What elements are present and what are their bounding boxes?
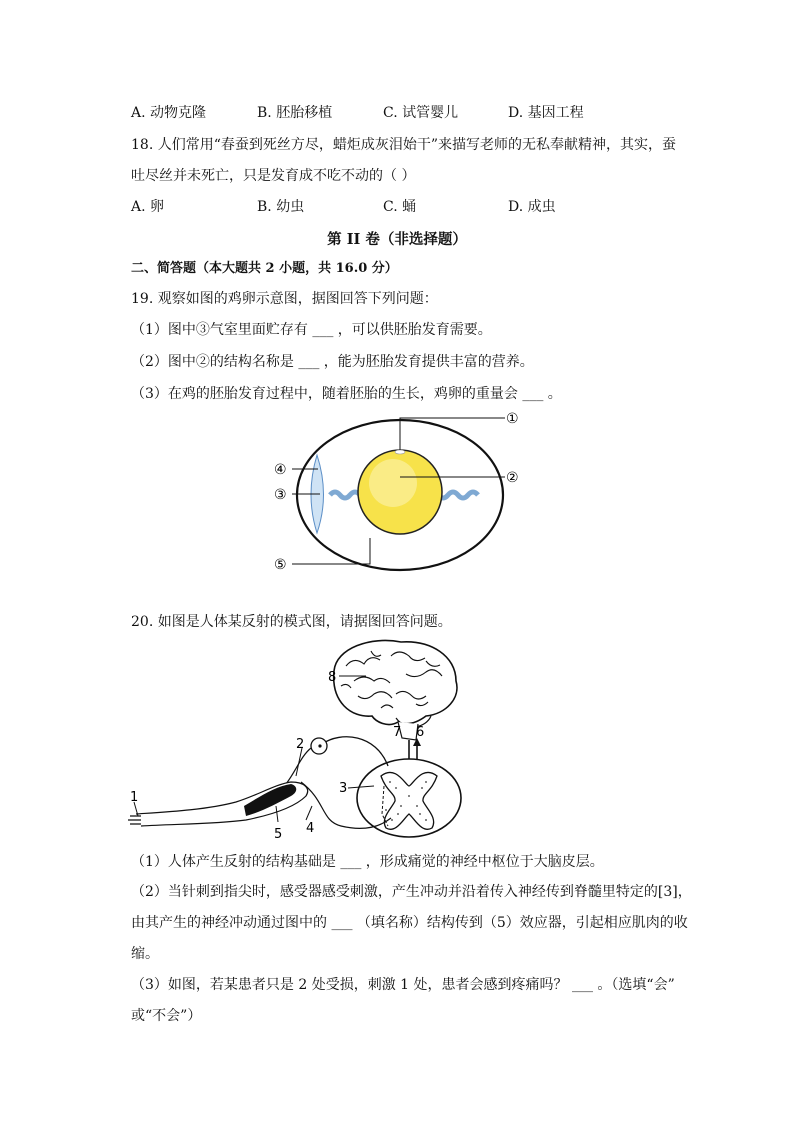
q18-option-b: B. 幼虫 <box>257 199 305 215</box>
q19-sub3: （3）在鸡的胚胎发育过程中，随着胚胎的生长，鸡卵的重量会 ___ 。 <box>131 386 562 402</box>
q18-option-a: A. 卵 <box>131 199 165 215</box>
q18-stem-line2: 吐尽丝并未死亡，只是发育成不吃不动的（ ） <box>131 168 416 184</box>
reflex-label-5: 5 <box>274 827 283 842</box>
q18-option-d: D. 成虫 <box>508 199 556 215</box>
reflex-label-3: 3 <box>339 781 348 796</box>
q18-stem-line1: 18. 人们常用“春蚕到死丝方尽，蜡炬成灰泪始干”来描写老师的无私奉献精神，其实，蚕 <box>131 137 677 153</box>
reflex-label-4: 4 <box>306 821 315 836</box>
section-title: 二、简答题（本大题共 2 小题，共 16.0 分） <box>131 261 398 276</box>
q18-option-c: C. 蛹 <box>383 199 417 215</box>
q19-stem: 19. 观察如图的鸡卵示意图，据图回答下列问题： <box>131 291 438 307</box>
option-d: D. 基因工程 <box>508 105 584 121</box>
option-b: B. 胚胎移植 <box>257 105 333 121</box>
egg-label-3: ③ <box>274 487 287 503</box>
egg-label-2: ② <box>506 470 519 486</box>
reflex-label-8: 8 <box>328 670 337 685</box>
option-c: C. 试管婴儿 <box>383 105 459 121</box>
q20-sub3-line1: （3）如图，若某患者只是 2 处受损，刺激 1 处，患者会感到疼痛吗？ ___ 。（选填“会” <box>131 977 675 993</box>
reflex-label-7: 7 <box>393 725 402 740</box>
egg-label-4: ④ <box>274 462 287 478</box>
part2-title: 第 II 卷（非选择题） <box>327 231 467 248</box>
q20-sub2-line2: 由其产生的神经冲动通过图中的 ___ （填名称）结构传到（5）效应器，引起相应肌肉的收 <box>131 915 688 931</box>
q20-sub2-line1: （2）当针刺到指尖时，感受器感受刺激，产生冲动并沿着传入神经传到脊髓里特定的[3]， <box>131 884 692 900</box>
egg-diagram <box>260 405 540 580</box>
q20-sub2-line3: 缩。 <box>131 946 159 962</box>
q20-sub1: （1）人体产生反射的结构基础是 ___ ，形成痛觉的神经中枢位于大脑皮层。 <box>131 854 604 870</box>
option-a: A. 动物克隆 <box>131 105 207 121</box>
egg-label-1: ① <box>506 411 519 427</box>
q19-sub2: （2）图中②的结构名称是 ___ ，能为胚胎发育提供丰富的营养。 <box>131 354 534 370</box>
reflex-label-1: 1 <box>130 790 139 805</box>
reflex-arc-diagram <box>126 636 471 842</box>
q20-sub3-line2: 或“不会”） <box>131 1008 202 1024</box>
egg-label-5: ⑤ <box>274 557 287 573</box>
reflex-label-2: 2 <box>296 737 305 752</box>
q19-sub1: （1）图中③气室里面贮存有 ___ ，可以供胚胎发育需要。 <box>131 322 492 338</box>
q20-stem: 20. 如图是人体某反射的模式图，请据图回答问题。 <box>131 614 452 630</box>
reflex-label-6: 6 <box>416 725 425 740</box>
